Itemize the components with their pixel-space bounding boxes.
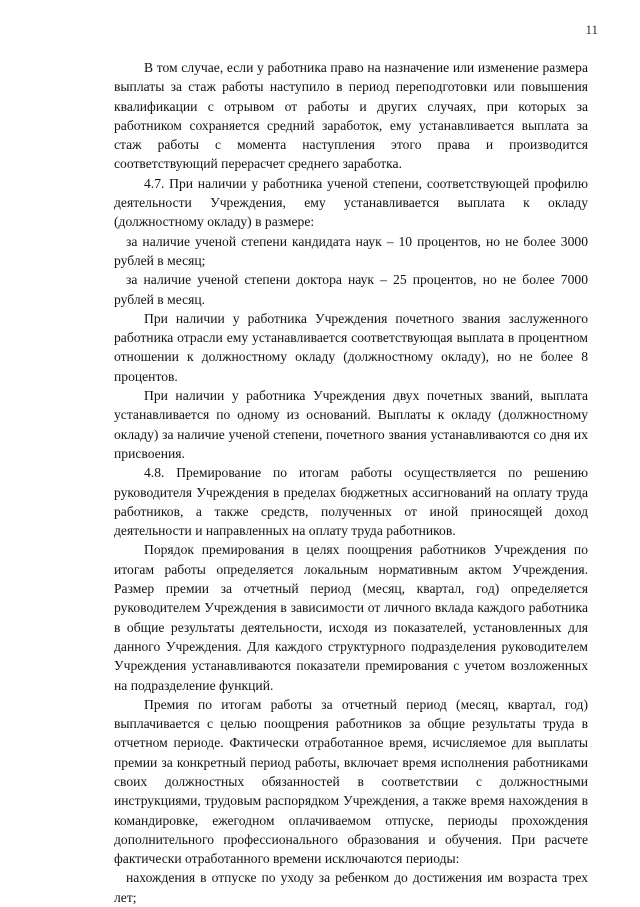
paragraph-4-8: 4.8. Премирование по итогам работы осуществляется по решению руководителя Учреждения в пределах бюджетных ассигнований на оплату труда работников, а также средств, полученных от иной приносящей доход деятельности и направленных на оплату труда работников. — [114, 465, 588, 539]
paragraph-stazh-recalc: В том случае, если у работника право на назначение или изменение размера выплаты за стаж работы наступило в период переподготовки или повышения квалификации с отрывом от работы и других случаях, при которых за работником сохраняется средний заработок, ему устанавливается выплата за стаж работы с момента наступления этого права и производится соответствующий перерасчет среднего заработка. — [114, 60, 588, 172]
paragraph-bonus-period: Премия по итогам работы за отчетный период (месяц, квартал, год) выплачивается с целью поощрения работников за общие результаты труда в отчетном периоде. Фактически отработанное время, исчисляемое для выплаты премии за конкретный период работы, включает время исполнения работниками своих должностных обязанностей в соответствии с должностными инструкциями, трудовым распорядком Учреждения, а также время нахождения в командировке, ежегодном оплачиваемом отпуске, периоды прохождения дополнительного профессионального образования и обучения. При расчете фактически отработанного времени исключаются периоды: — [114, 696, 588, 867]
document-body — [114, 58, 588, 907]
paragraph-4-7: 4.7. При наличии у работника ученой степени, соответствующей профилю деятельности Учреждения, ему устанавливается выплата к окладу (должностному окладу) в размере: — [114, 175, 588, 230]
paragraph-honorary-title: При наличии у работника Учреждения почетного звания заслуженного работника отрасли ему устанавливается соответствующая выплата в процентном отношении к должностному окладу (должностному окладу), но не более 8 процентов. — [114, 310, 588, 384]
paragraph-two-titles: При наличии у работника Учреждения двух почетных званий, выплата устанавливается по одному из оснований. Выплаты к окладу (должностному окладу) за наличие ученой степени, почетного звания устанавливаются со дня их присвоения. — [114, 388, 588, 461]
page-number: 11 — [585, 22, 598, 37]
paragraph-bonus-procedure: Порядок премирования в целях поощрения работников Учреждения по итогам работы определяется локальным нормативным актом Учреждения. Размер премии за отчетный период (месяц, квартал, год) определяется руководителем Учреждения в зависимости от личного вклада каждого работника в общие результаты деятельности, исходя из показателей, установленных для данного Учреждения. Для каждого структурного подразделения руководителем Учреждения устанавливаются показатели премирования с учетом возложенных на подразделение функций. — [114, 542, 588, 693]
paragraph-candidate-degree: за наличие ученой степени кандидата наук – 10 процентов, но не более 3000 рублей в месяц; — [114, 233, 588, 268]
paragraph-doctor-degree: за наличие ученой степени доктора наук – 25 процентов, но не более 7000 рублей в месяц. — [114, 272, 588, 307]
paragraph-parental-leave: нахождения в отпуске по уходу за ребенком до достижения им возраста трех лет; — [114, 870, 588, 905]
